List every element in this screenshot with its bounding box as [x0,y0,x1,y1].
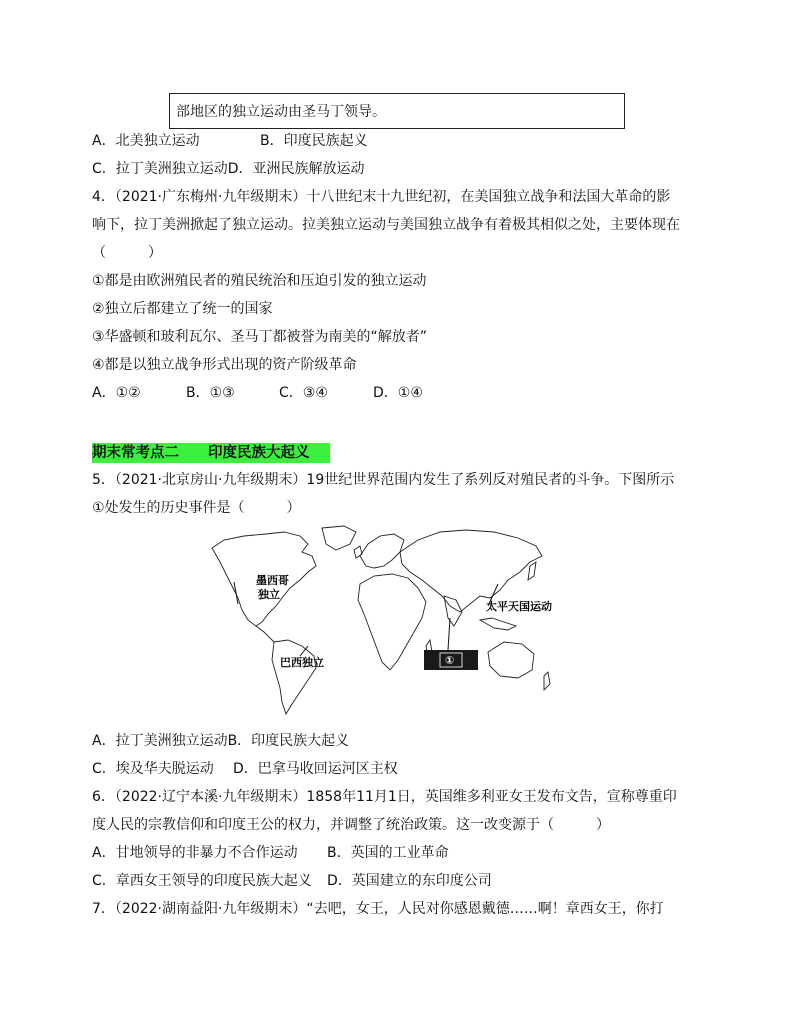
q5-option-c[interactable]: C．埃及华夫脱运动 [92,761,214,777]
india-arrow [448,618,450,650]
q4-statement-1: ①都是由欧洲殖民者的殖民统治和压迫引发的独立运动 [92,273,427,289]
q4-stem-line2: 响下，拉丁美洲掀起了独立运动。拉美独立运动与美国独立战争有着极其相似之处，主要体现在 [92,217,680,233]
q6-option-c[interactable]: C．章西女王领导的印度民族大起义 [92,873,312,889]
quoted-box [169,93,625,129]
world-map [204,522,552,718]
india-outline [444,596,462,626]
africa-outline [358,574,426,670]
taiping-label: 太平天国运动 [486,600,552,613]
q5-option-ab[interactable]: A．拉丁美洲独立运动B．印度民族大起义 [92,733,350,749]
q4-stem-line3: （ ） [92,245,162,261]
new-zealand-outline [544,672,550,690]
q4-option-d[interactable]: D．①④ [373,385,423,401]
q4-option-a[interactable]: A．①② [92,385,141,401]
japan-outline [528,562,536,580]
q6-option-b[interactable]: B．英国的工业革命 [327,845,449,861]
q4-option-c[interactable]: C．③④ [279,385,328,401]
q6-stem-line2: 度人民的宗教信仰和印度王公的权力，并调整了统治政策。这一改变源于（ ） [92,817,610,833]
q6-stem-line1: 6．（2022·辽宁本溪·九年级期末）1858年11月1日，英国维多利亚女王发布文告，宣称尊重印 [92,789,677,805]
central-america-outline [256,626,274,642]
box-text: 部地区的独立运动由圣马丁领导。 [176,104,386,120]
q4-statement-2: ②独立后都建立了统一的国家 [92,301,273,317]
q5-stem-line2: ①处发生的历史事件是（ ） [92,500,301,516]
q4-statement-3: ③华盛顿和玻利瓦尔、圣马丁都被誉为南美的“解放者” [92,329,428,345]
q7-stem-line1: 7．（2022·湖南益阳·九年级期末）“去吧，女王，人民对你感恩戴德……啊！章西女王，你打 [92,901,664,917]
marker-label: ① [445,654,455,667]
british-isles-outline [354,546,362,558]
australia-outline [488,642,534,678]
q4-stem-line1: 4．（2021·广东梅州·九年级期末）十八世纪末十九世纪初，在美国独立战争和法国大革命的影 [92,189,671,205]
sea-islands-outline [480,618,516,630]
greenland-outline [322,526,356,550]
q4-option-b[interactable]: B．①③ [186,385,235,401]
brazil-label: 巴西独立 [280,656,324,669]
section-heading [92,443,330,463]
q3-option-a[interactable]: A．北美独立运动 [92,133,200,149]
q4-statement-4: ④都是以独立战争形式出现的资产阶级革命 [92,357,357,373]
mexico-label-1: 墨西哥 [256,574,289,587]
mexico-arrow [234,582,238,604]
mexico-label-2: 独立 [258,588,280,601]
q3-option-b[interactable]: B．印度民族起义 [260,133,368,149]
south-america-outline [272,640,316,714]
q6-option-d[interactable]: D．英国建立的东印度公司 [327,873,492,889]
q6-option-a[interactable]: A．甘地领导的非暴力不合作运动 [92,845,298,861]
section-heading-text: 期末常考点二 印度民族大起义 [92,445,310,461]
europe-outline [360,534,404,568]
q3-option-cd[interactable]: C．拉丁美洲独立运动D．亚洲民族解放运动 [92,161,365,177]
q5-option-d[interactable]: D．巴拿马收回运河区主权 [233,761,398,777]
q5-stem-line1: 5．（2021·北京房山·九年级期末）19世纪世界范围内发生了系列反对殖民者的斗争。下图所示 [92,472,675,488]
